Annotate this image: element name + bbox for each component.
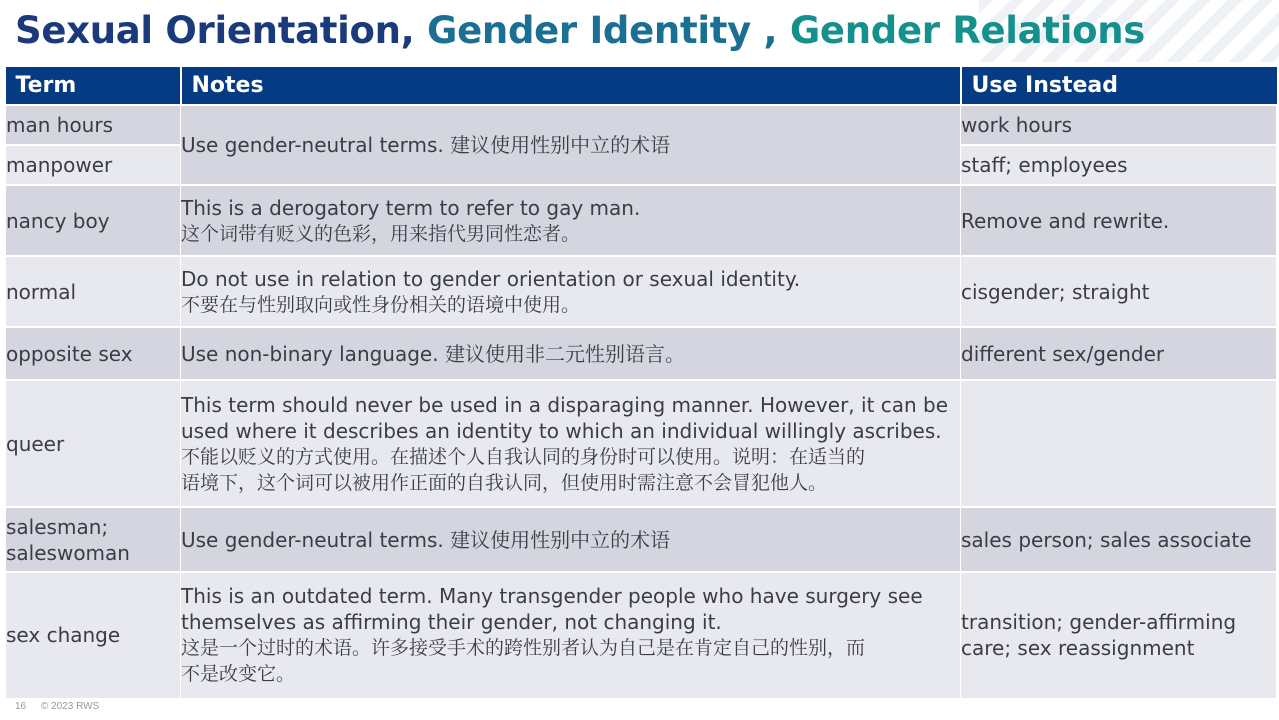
notes-line: 不要在与性别取向或性身份相关的语境中使用。 <box>181 293 581 316</box>
term-cell: normal <box>6 256 181 327</box>
notes-line: 不是改变它。 <box>181 663 296 686</box>
notes-line: themselves as affirming their gender, not changing it. <box>181 610 722 635</box>
term-cell: nancy boy <box>6 185 181 256</box>
notes-line: Use non-binary language. 建议使用非二元性别语言。 <box>181 341 685 366</box>
notes-line: This is a derogatory term to refer to gay man. <box>181 195 641 220</box>
table-row <box>6 327 1277 380</box>
slide-footer <box>15 701 99 712</box>
term-cell: man hours <box>6 105 181 145</box>
table-header-row <box>6 67 1277 105</box>
term-line: salesman; <box>6 514 109 539</box>
term-cell: sex change <box>6 572 181 698</box>
notes-line: 这是一个过时的术语。许多接受手术的跨性别者认为自己是在肯定自己的性别，而 <box>181 637 866 660</box>
title-part-gender-identity: Gender Identity , <box>427 9 778 52</box>
notes-line: used where it describes an identity to which an individual willingly ascribes. <box>181 418 942 443</box>
use-instead-cell: Remove and rewrite. <box>961 185 1277 256</box>
notes-line: Do not use in relation to gender orientation or sexual identity. <box>181 266 801 291</box>
notes-cell <box>181 380 961 507</box>
table-row <box>6 380 1277 507</box>
notes-line: 这个词带有贬义的色彩，用来指代男同性恋者。 <box>181 222 581 245</box>
notes-line: Use gender-neutral terms. 建议使用性别中立的术语 <box>181 527 671 552</box>
header-use-instead: Use Instead <box>961 67 1277 105</box>
term-cell: manpower <box>6 145 181 185</box>
term-cell: opposite sex <box>6 327 181 380</box>
use-instead-cell: work hours <box>961 105 1277 145</box>
title-part-gender-relations: Gender Relations <box>789 9 1145 52</box>
notes-cell <box>181 572 961 698</box>
use-instead-line: transition; gender-affirming <box>961 610 1237 635</box>
table-row <box>6 572 1277 698</box>
terminology-table <box>5 67 1277 699</box>
use-instead-cell: cisgender; straight <box>961 256 1277 327</box>
notes-cell <box>181 327 961 380</box>
title-part-sexual-orientation: Sexual Orientation, <box>15 9 415 52</box>
page-number: 16 <box>15 701 27 712</box>
term-line: saleswoman <box>6 540 130 565</box>
use-instead-cell: different sex/gender <box>961 327 1277 380</box>
notes-line: 不能以贬义的方式使用。在描述个人自我认同的身份时可以使用。说明：在适当的 <box>181 445 866 468</box>
table-row <box>6 185 1277 256</box>
table-row <box>6 105 1277 145</box>
use-instead-cell: staff; employees <box>961 145 1277 185</box>
copyright: © 2023 RWS <box>40 701 100 712</box>
notes-cell <box>181 507 961 572</box>
table-row <box>6 507 1277 572</box>
notes-line: 语境下，这个词可以被用作正面的自我认同，但使用时需注意不会冒犯他人。 <box>181 471 828 494</box>
term-cell: queer <box>6 380 181 507</box>
notes-line: This is an outdated term. Many transgender people who have surgery see <box>181 584 923 609</box>
use-instead-line: care; sex reassignment <box>961 636 1195 661</box>
slide-title <box>15 8 1145 54</box>
term-cell <box>6 507 181 572</box>
use-instead-cell <box>961 572 1277 698</box>
header-term: Term <box>6 67 181 105</box>
use-instead-cell: sales person; sales associate <box>961 507 1277 572</box>
table-row <box>6 256 1277 327</box>
notes-cell <box>181 256 961 327</box>
notes-line: This term should never be used in a disparaging manner. However, it can be <box>181 392 949 417</box>
header-notes: Notes <box>181 67 961 105</box>
notes-cell: Use gender-neutral terms. 建议使用性别中立的术语 <box>181 105 961 185</box>
use-instead-cell <box>961 380 1277 507</box>
notes-cell <box>181 185 961 256</box>
